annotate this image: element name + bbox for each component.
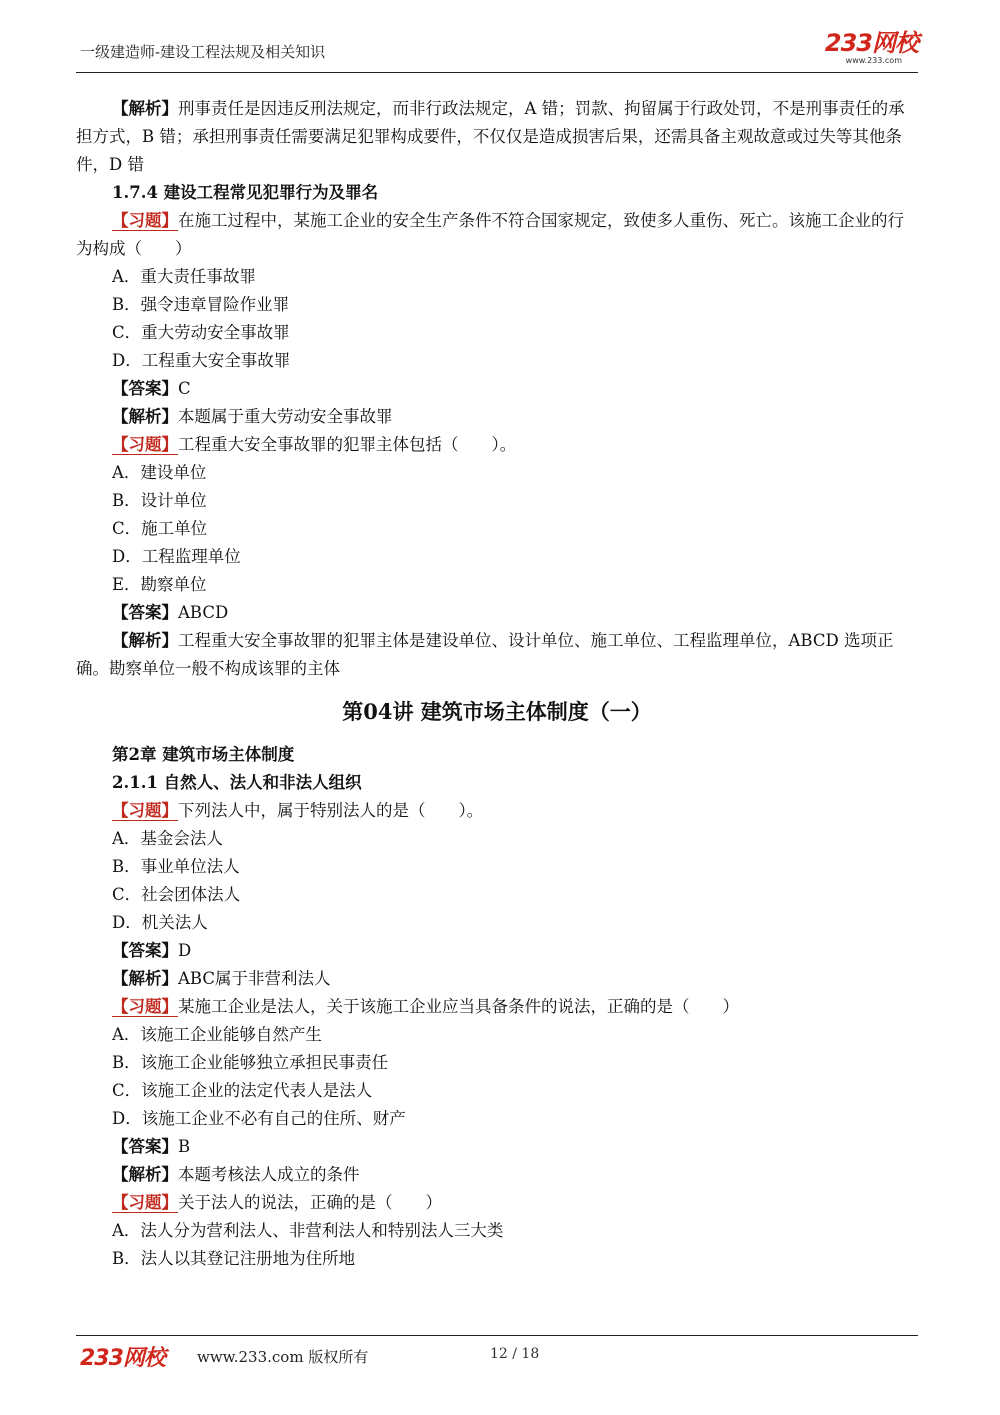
option-item: D．该施工企业不必有自己的住所、财产 bbox=[112, 1109, 406, 1128]
analysis-tag: 【解析】 bbox=[112, 969, 178, 988]
footer-copyright: www.233.com 版权所有 bbox=[197, 1348, 369, 1366]
footer-logo: 233网校 bbox=[80, 1346, 165, 1371]
option-item: A．基金会法人 bbox=[112, 829, 223, 848]
answer-tag: 【答案】 bbox=[112, 1137, 178, 1156]
analysis-tag: 【解析】 bbox=[112, 631, 178, 650]
exercise-tag: 【习题】 bbox=[112, 211, 178, 230]
option-item: E．勘察单位 bbox=[112, 575, 207, 594]
question-stem: 【习题】某施工企业是法人，关于该施工企业应当具备条件的说法，正确的是（ ） bbox=[112, 997, 739, 1016]
chapter-heading: 第2章 建筑市场主体制度 bbox=[112, 745, 295, 764]
answer-line: 【答案】B bbox=[112, 1137, 191, 1156]
logo-url: www.233.com bbox=[845, 56, 902, 65]
option-item: B．强令违章冒险作业罪 bbox=[112, 295, 290, 314]
option-item: D．工程重大安全事故罪 bbox=[112, 351, 291, 370]
analysis-line: 【解析】ABC属于非营利法人 bbox=[112, 969, 331, 988]
section-heading: 2.1.1 自然人、法人和非法人组织 bbox=[112, 773, 362, 792]
option-item: C．社会团体法人 bbox=[112, 885, 241, 904]
page-header bbox=[76, 28, 918, 73]
question-stem: 【习题】下列法人中，属于特别法人的是（ ）。 bbox=[112, 801, 484, 820]
analysis-tag: 【解析】 bbox=[112, 99, 178, 118]
analysis-paragraph: 【解析】工程重大安全事故罪的犯罪主体是建设单位、设计单位、施工单位、工程监理单位，ABCD 选项正确。勘察单位一般不构成该罪的主体 bbox=[76, 631, 894, 678]
exercise-tag: 【习题】 bbox=[112, 435, 178, 454]
option-item: A．法人分为营利法人、非营利法人和特别法人三大类 bbox=[112, 1221, 504, 1240]
answer-line: 【答案】ABCD bbox=[112, 603, 229, 622]
analysis-tag: 【解析】 bbox=[112, 1165, 178, 1184]
option-item: A．建设单位 bbox=[112, 463, 207, 482]
option-item: D．机关法人 bbox=[112, 913, 208, 932]
exercise-tag: 【习题】 bbox=[112, 1193, 178, 1212]
section-heading: 1.7.4 建设工程常见犯罪行为及罪名 bbox=[112, 183, 379, 202]
option-item: C．重大劳动安全事故罪 bbox=[112, 323, 290, 342]
answer-line: 【答案】D bbox=[112, 941, 192, 960]
answer-tag: 【答案】 bbox=[112, 603, 178, 622]
answer-line: 【答案】C bbox=[112, 379, 191, 398]
answer-tag: 【答案】 bbox=[112, 941, 178, 960]
exercise-tag: 【习题】 bbox=[112, 997, 178, 1016]
option-item: B．事业单位法人 bbox=[112, 857, 240, 876]
page-content bbox=[76, 95, 918, 1273]
analysis-tag: 【解析】 bbox=[112, 407, 178, 426]
option-item: B．设计单位 bbox=[112, 491, 207, 510]
page-footer bbox=[76, 1335, 918, 1376]
option-item: C．施工单位 bbox=[112, 519, 208, 538]
page-number: 12 / 18 bbox=[490, 1346, 540, 1362]
question-stem: 【习题】在施工过程中，某施工企业的安全生产条件不符合国家规定，致使多人重伤、死亡。该施工企业的行为构成（ ） bbox=[76, 211, 904, 258]
question-stem: 【习题】工程重大安全事故罪的犯罪主体包括（ ）。 bbox=[112, 435, 517, 454]
document-title: 一级建造师-建设工程法规及相关知识 bbox=[80, 43, 326, 61]
analysis-paragraph: 【解析】刑事责任是因违反刑法规定，而非行政法规定，A 错；罚款、拘留属于行政处罚，不是刑事责任的承担方式，B 错；承担刑事责任需要满足犯罪构成要件，不仅仅是造成损害后果，还需具备主观故意或过失等其他条件，D 错 bbox=[76, 99, 905, 174]
option-item: C．该施工企业的法定代表人是法人 bbox=[112, 1081, 373, 1100]
option-item: B．该施工企业能够独立承担民事责任 bbox=[112, 1053, 389, 1072]
analysis-line: 【解析】本题属于重大劳动安全事故罪 bbox=[112, 407, 393, 426]
option-item: A．该施工企业能够自然产生 bbox=[112, 1025, 322, 1044]
analysis-line: 【解析】本题考核法人成立的条件 bbox=[112, 1165, 360, 1184]
option-item: B．法人以其登记注册地为住所地 bbox=[112, 1249, 356, 1268]
exercise-tag: 【习题】 bbox=[112, 801, 178, 820]
logo-text: 233网校 bbox=[824, 29, 918, 57]
option-item: A．重大责任事故罪 bbox=[112, 267, 256, 286]
answer-tag: 【答案】 bbox=[112, 379, 178, 398]
question-stem: 【习题】关于法人的说法，正确的是（ ） bbox=[112, 1193, 442, 1212]
option-item: D．工程监理单位 bbox=[112, 547, 241, 566]
lecture-title: 第04讲 建筑市场主体制度（一） bbox=[342, 699, 652, 724]
brand-logo bbox=[825, 30, 918, 65]
